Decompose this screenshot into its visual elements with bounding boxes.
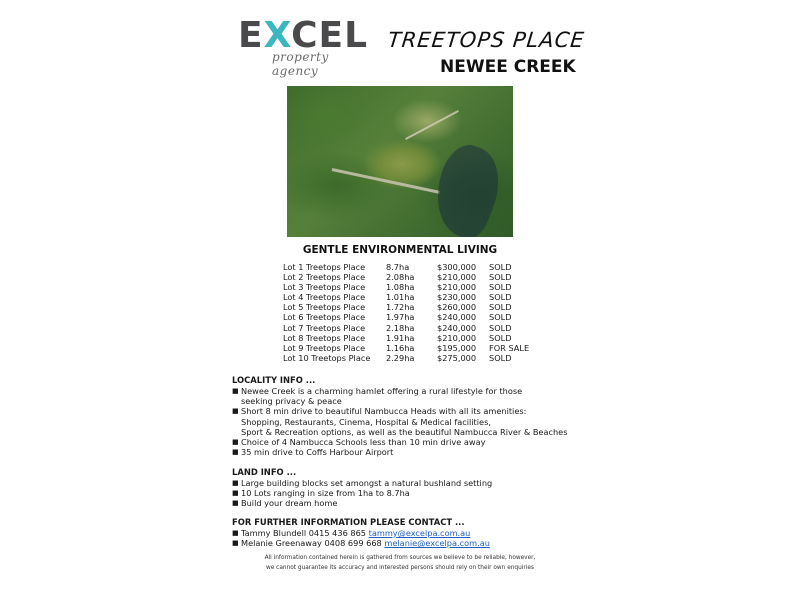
locality-section [232, 375, 567, 457]
table-row: Lot 9 Treetops Place 1.16ha $195,000 FOR SALE [283, 343, 539, 353]
list-item: ■ 35 min drive to Coffs Harbour Airport [232, 447, 567, 457]
contact-section [232, 517, 490, 548]
excel-property-agency-logo [238, 15, 369, 78]
status-badge: SOLD [489, 262, 512, 272]
table-row: Lot 6 Treetops Place 1.97ha $240,000 SOLD [283, 312, 539, 322]
lots-table [283, 262, 539, 363]
table-row: Lot 3 Treetops Place 1.08ha $210,000 SOLD [283, 282, 539, 292]
contact-name-phone: Melanie Greenaway 0408 699 668 [241, 538, 382, 549]
aerial-photo [287, 86, 513, 237]
logo-wordmark: EXCEL [238, 15, 369, 56]
table-row: Lot 1 Treetops Place 8.7ha $300,000 SOLD [283, 262, 539, 272]
table-row: Lot 7 Treetops Place 2.18ha $240,000 SOLD [283, 323, 539, 333]
page-subtitle: NEWEE CREEK [440, 57, 576, 77]
status-badge: SOLD [489, 312, 512, 323]
contact-list [232, 528, 490, 548]
logo-tagline: property agency [272, 50, 329, 78]
contact-heading: FOR FURTHER INFORMATION PLEASE CONTACT ... [232, 517, 465, 527]
land-section [232, 467, 492, 509]
list-item: ■ Short 8 min drive to beautiful Nambucca Heads with all its amenities: Shopping, Restaurants, Cinema, Hospital & Medical facilities, Sport & Recreation options, as well as the beautiful Nambucca River & Beaches [232, 406, 567, 437]
locality-heading: LOCALITY INFO ... [232, 375, 316, 385]
status-badge: SOLD [489, 352, 512, 363]
table-row: Lot 5 Treetops Place 1.72ha $260,000 SOLD [283, 302, 539, 312]
status-badge: SOLD [489, 282, 512, 293]
email-link-tammy[interactable]: tammy@excelpa.com.au [368, 528, 471, 538]
land-heading: LAND INFO ... [232, 467, 297, 477]
table-row: Lot 10 Treetops Place 2.29ha $275,000 SOLD [283, 353, 539, 363]
page-title: TREETOPS PLACE [386, 28, 586, 52]
table-row: Lot 4 Treetops Place 1.01ha $230,000 SOLD [283, 292, 539, 302]
land-list [232, 478, 492, 509]
table-row: Lot 2 Treetops Place 2.08ha $210,000 SOLD [283, 272, 539, 282]
table-row: Lot 8 Treetops Place 1.91ha $210,000 SOLD [283, 333, 539, 343]
lots-heading: GENTLE ENVIRONMENTAL LIVING [302, 244, 498, 256]
locality-list [232, 386, 567, 457]
logo-x-mark: X [263, 15, 292, 56]
contact-item [232, 528, 490, 538]
list-item: ■ 10 Lots ranging in size from 1ha to 8.7ha [232, 488, 492, 498]
list-item: ■ Newee Creek is a charming hamlet offering a rural lifestyle for those seeking privacy & peace [232, 386, 567, 406]
status-badge: FOR SALE [489, 342, 530, 353]
status-badge: SOLD [489, 292, 512, 303]
disclaimer: All information contained herein is gathered from sources we believe to be reliable, however, we cannot guarantee its accuracy and interested persons should rely on their own enquiries [264, 555, 536, 571]
list-item: ■ Build your dream home [232, 498, 492, 508]
photo-road [332, 168, 440, 194]
contact-item [232, 538, 490, 548]
email-link-melanie[interactable]: melanie@excelpa.com.au [384, 538, 490, 549]
status-badge: SOLD [489, 332, 512, 343]
status-badge: SOLD [489, 272, 512, 283]
status-badge: SOLD [489, 302, 512, 313]
contact-name-phone: Tammy Blundell 0415 436 865 [241, 528, 367, 538]
status-badge: SOLD [489, 322, 512, 333]
photo-track [405, 110, 459, 140]
list-item: ■ Large building blocks set amongst a natural bushland setting [232, 478, 492, 488]
list-item: ■ Choice of 4 Nambucca Schools less than 10 min drive away [232, 437, 567, 447]
photo-creek-shadow [423, 138, 510, 237]
